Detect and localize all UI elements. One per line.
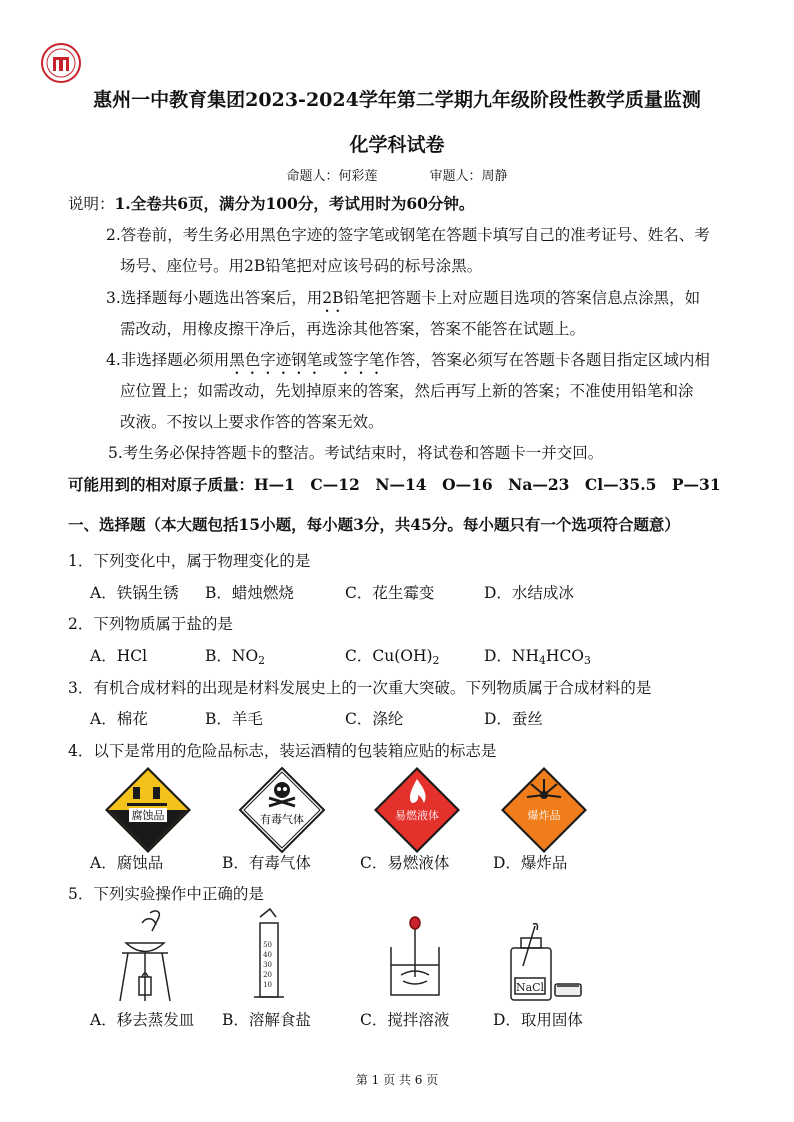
q4-option-a: A．腐蚀品 (90, 854, 164, 872)
cylinder-tick-50: 50 (263, 941, 272, 949)
instr4-mid: 或 (322, 351, 338, 369)
stirring-beaker-icon (385, 915, 445, 1005)
q3-option-d: D．蚕丝 (484, 710, 543, 728)
q5-option-c: C．搅拌溶液 (360, 1011, 450, 1029)
instructions-label: 说明： (68, 195, 115, 213)
cylinder-tick-40: 40 (263, 951, 272, 959)
q1-option-d: D．水结成冰 (484, 584, 574, 602)
q1-option-b: B．蜡烛燃烧 (205, 584, 294, 602)
instructions-item-5: 5.考生务必保持答题卡的整洁。考试结束时，将试卷和答题卡一并交回。 (108, 444, 604, 462)
instructions-item-3a (106, 286, 700, 316)
q3-option-a: A．棉花 (90, 710, 148, 728)
q1-option-c: C．花生霉变 (345, 584, 435, 602)
instr4-dot2: 签字笔 (337, 351, 385, 369)
q2-b-text: B．NO (205, 647, 259, 665)
school-logo (40, 42, 82, 84)
q2-stem: 2．下列物质属于盐的是 (68, 615, 233, 633)
q3-option-b: B．羊毛 (205, 710, 263, 728)
cylinder-tick-10: 10 (263, 981, 272, 989)
q2-c-sub: 2 (432, 654, 440, 667)
section-1-heading: 一、选择题（本大题包括15小题，每小题3分，共45分。每小题只有一个选项符合题意） (68, 515, 680, 534)
author-line: 命题人：何彩莲 审题人：周静 (286, 169, 508, 184)
q2-option-c (345, 644, 439, 667)
graduated-cylinder-icon (248, 905, 288, 1005)
instr4-pre: 4.非选择题必须用 (106, 351, 230, 369)
toxic-gas-sign-text: 有毒气体 (260, 813, 304, 826)
q1-stem: 1．下列变化中，属于物理变化的是 (68, 552, 311, 570)
flammable-sign-icon (372, 765, 462, 855)
q2-b-sub: 2 (258, 654, 266, 667)
q3-stem: 3．有机合成材料的出现是材料发展史上的一次重大突破。下列物质属于合成材料的是 (68, 679, 652, 697)
instructions-item-4a (106, 348, 710, 378)
q2-option-b (205, 644, 265, 667)
corrosive-sign-text: 腐蚀品 (131, 809, 165, 822)
instructions-item-1-text: 1.全卷共6页，满分为100分，考试用时为60分钟。 (114, 194, 475, 213)
cylinder-tick-30: 30 (263, 961, 272, 969)
q4-option-c: C．易燃液体 (360, 854, 450, 872)
instr3-pre: 3.选择题每小题选出答案后，用 (106, 289, 323, 307)
flammable-sign-text: 易燃液体 (395, 809, 439, 822)
corrosive-sign-icon (103, 765, 193, 855)
instr3-dot: 2B (322, 289, 344, 307)
instructions-item-1 (68, 192, 474, 214)
q2-c-text: C．Cu(OH) (345, 647, 433, 665)
instructions-item-4c: 改液。不按以上要求作答的答案无效。 (120, 413, 384, 431)
q4-stem: 4．以下是常用的危险品标志，装运酒精的包装箱应贴的标志是 (68, 742, 497, 760)
instructions-item-2a: 2.答卷前，考生务必用黑色字迹的签字笔或钢笔在答题卡填写自己的准考证号、姓名、考 (106, 226, 710, 244)
evaporating-dish-tripod-icon (112, 905, 178, 1005)
q3-option-c: C．涤纶 (345, 710, 404, 728)
instructions-item-3b: 需改动，用橡皮擦干净后，再选涂其他答案，答案不能答在试题上。 (120, 320, 586, 338)
q2-option-d (484, 644, 591, 667)
q5-option-a: A．移去蒸发皿 (90, 1011, 195, 1029)
reagent-bottle-icon (505, 920, 585, 1010)
atomic-masses: 可能用到的相对原子质量：H—1 C—12 N—14 O—16 Na—23 Cl—35.5 P—31 (68, 475, 721, 494)
page-footer: 第 1 页 共 6 页 (355, 1073, 439, 1087)
q2-d-sub2: 3 (584, 654, 591, 667)
q4-option-d: D．爆炸品 (493, 854, 568, 872)
q2-option-a: A．HCl (90, 647, 148, 665)
instr4-dot1: 黑色字迹钢笔 (229, 351, 323, 369)
q4-option-b: B．有毒气体 (222, 854, 311, 872)
subject-title: 化学科试卷 (349, 134, 445, 156)
q2-d-text1: D．NH (484, 647, 540, 665)
exam-title: 惠州一中教育集团2023-2024学年第二学期九年级阶段性教学质量监测 (93, 89, 701, 111)
q5-stem: 5．下列实验操作中正确的是 (68, 885, 264, 903)
cylinder-tick-20: 20 (263, 971, 272, 979)
instructions-item-2b: 场号、座位号。用2B铅笔把对应该号码的标号涂黑。 (120, 257, 483, 275)
toxic-gas-sign-icon (237, 765, 327, 855)
explosive-sign-icon (499, 765, 589, 855)
q2-d-sub1: 4 (539, 654, 546, 667)
q5-option-d: D．取用固体 (493, 1011, 583, 1029)
instructions-item-4b: 应位置上；如需改动，先划掉原来的答案，然后再写上新的答案；不准使用铅笔和涂 (120, 382, 694, 400)
q1-option-a: A．铁锅生锈 (90, 584, 179, 602)
nacl-label: NaCl (515, 981, 545, 994)
instr4-post: 作答，答案必须写在答题卡各题目指定区域内相 (384, 351, 710, 369)
instr3-post: 铅笔把答题卡上对应题目选项的答案信息点涂黑，如 (343, 289, 701, 307)
explosive-sign-text: 爆炸品 (527, 809, 561, 822)
q5-option-b: B．溶解食盐 (222, 1011, 311, 1029)
q2-d-text2: HCO (545, 647, 585, 665)
